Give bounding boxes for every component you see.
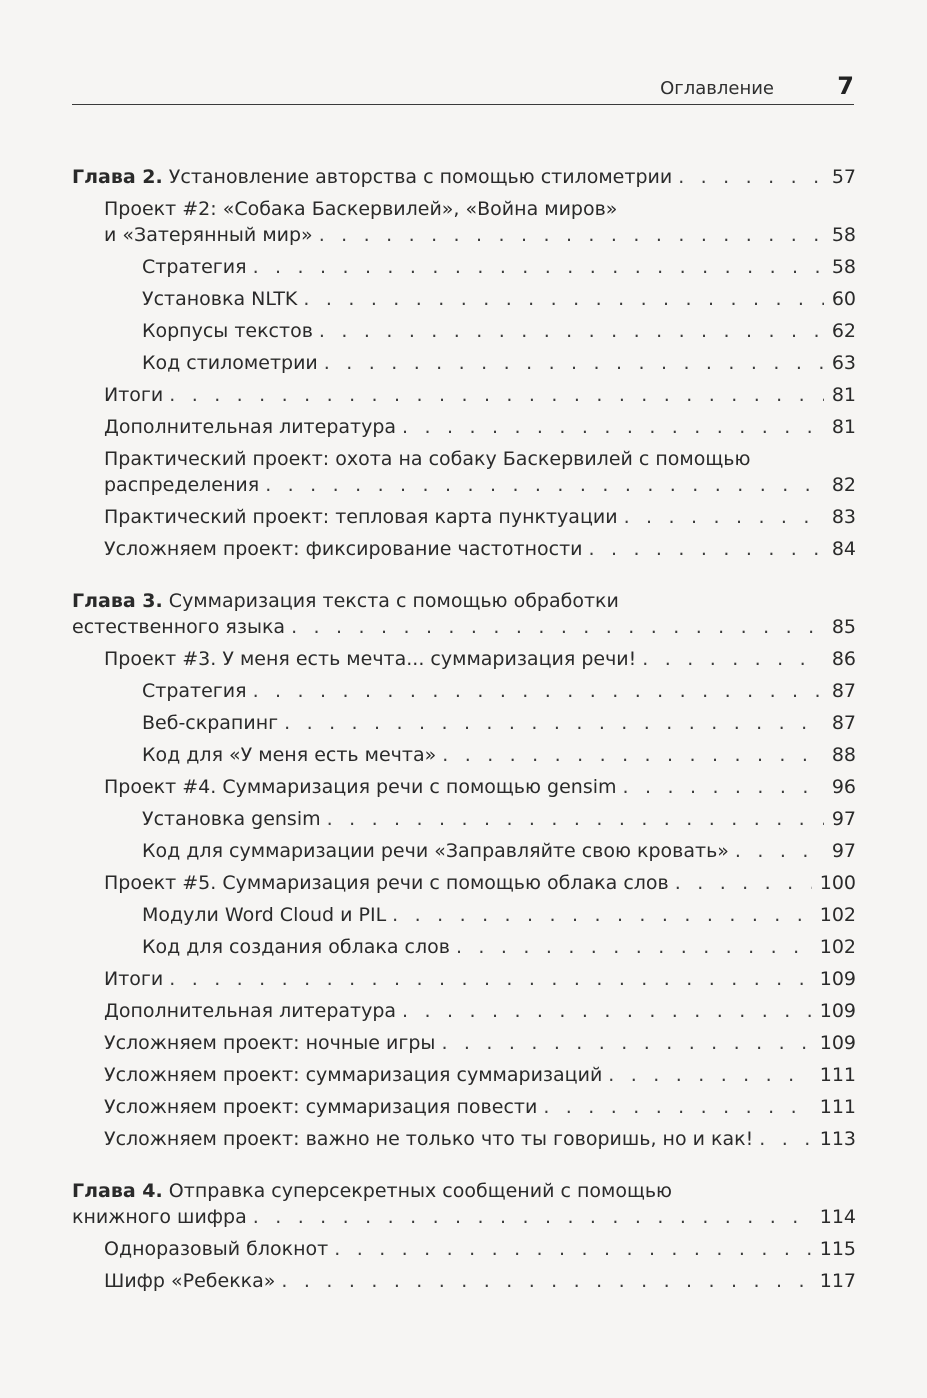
entry-page: 81 (831, 416, 856, 438)
entry-page: 60 (831, 288, 856, 310)
leader-dots (608, 1062, 811, 1088)
leader-dots (588, 536, 823, 562)
entry-title: Шифр «Ребекка» (104, 1270, 276, 1292)
leader-dots (253, 1204, 812, 1230)
entry-page: 111 (819, 1064, 856, 1086)
toc-entry[interactable] (72, 966, 856, 992)
entry-title: Усложняем проект: суммаризация повести (104, 1096, 538, 1118)
entry-title: Итоги (104, 968, 164, 990)
leader-dots (253, 678, 824, 704)
toc-entry[interactable] (72, 318, 856, 344)
entry-page: 62 (831, 320, 856, 342)
entry-page: 102 (819, 936, 856, 958)
entry-page: 81 (831, 384, 856, 406)
entry-title: Код стилометрии (142, 352, 318, 374)
entry-title: Усложняем проект: важно не только что ты говоришь, но и как! (104, 1128, 754, 1150)
leader-dots (678, 164, 824, 190)
leader-dots (265, 472, 824, 498)
toc-entry[interactable] (72, 678, 856, 704)
entry-page: 109 (819, 1032, 856, 1054)
chapter-label: Глава 3. (72, 590, 163, 612)
toc-entry[interactable] (72, 902, 856, 928)
leader-dots (441, 1030, 811, 1056)
entry-page: 58 (831, 256, 856, 278)
leader-dots (169, 966, 811, 992)
leader-dots (623, 774, 824, 800)
toc-entry[interactable] (72, 446, 856, 498)
leader-dots (327, 806, 824, 832)
leader-dots (319, 222, 824, 248)
leader-dots (402, 998, 812, 1024)
entry-title: Установление авторства с помощью стилометрии (168, 166, 673, 188)
toc-entry[interactable] (72, 286, 856, 312)
toc-entry[interactable] (72, 934, 856, 960)
entry-page: 57 (831, 166, 856, 188)
entry-page: 83 (831, 506, 856, 528)
entry-title: естественного языка (72, 616, 286, 638)
table-of-contents (72, 164, 856, 1294)
entry-title: книжного шифра (72, 1206, 247, 1228)
toc-entry[interactable] (72, 382, 856, 408)
leader-dots (303, 286, 823, 312)
leader-dots (392, 902, 812, 928)
entry-title: Веб-скрапинг (142, 712, 279, 734)
leader-dots (735, 838, 824, 864)
chapter-label: Глава 2. (72, 166, 163, 188)
leader-dots (253, 254, 824, 280)
running-header (72, 72, 854, 105)
toc-entry[interactable] (72, 536, 856, 562)
leader-dots (319, 318, 824, 344)
entry-title: Усложняем проект: суммаризация суммаризаций (104, 1064, 603, 1086)
entry-page: 102 (819, 904, 856, 926)
entry-page: 117 (819, 1270, 856, 1292)
entry-title: и «Затерянный мир» (104, 224, 313, 246)
entry-title: Установка gensim (142, 808, 321, 830)
entry-page: 100 (819, 872, 856, 894)
entry-title: Корпусы текстов (142, 320, 313, 342)
toc-entry[interactable] (72, 1126, 856, 1152)
entry-title: Одноразовый блокнот (104, 1238, 329, 1260)
entry-page: 96 (831, 776, 856, 798)
leader-dots (624, 504, 824, 530)
entry-page: 82 (831, 474, 856, 496)
entry-page: 87 (831, 712, 856, 734)
entry-title-line1: Практический проект: охота на собаку Баскервилей с помощью (104, 448, 751, 470)
entry-title: Практический проект: тепловая карта пунктуации (104, 506, 618, 528)
entry-title: Установка NLTK (142, 288, 298, 310)
leader-dots (334, 1236, 812, 1262)
entry-title: Код для создания облака слов (142, 936, 450, 958)
entry-title: Дополнительная литература (104, 416, 397, 438)
leader-dots (284, 710, 824, 736)
entry-title-line1: Отправка суперсекретных сообщений с помощью (168, 1180, 673, 1202)
toc-entry[interactable] (72, 742, 856, 768)
leader-dots (291, 614, 824, 640)
leader-dots (675, 870, 812, 896)
entry-page: 114 (819, 1206, 856, 1228)
entry-page: 84 (831, 538, 856, 560)
entry-title: Код для «У меня есть мечта» (142, 744, 437, 766)
toc-entry[interactable] (72, 196, 856, 248)
leader-dots (281, 1268, 811, 1294)
entry-title: Проект #5. Суммаризация речи с помощью облака слов (104, 872, 669, 894)
toc-entry[interactable] (72, 350, 856, 376)
entry-page: 97 (831, 840, 856, 862)
entry-page: 109 (819, 968, 856, 990)
leader-dots (442, 742, 824, 768)
toc-entry[interactable] (72, 710, 856, 736)
entry-title: Проект #4. Суммаризация речи с помощью gensim (104, 776, 617, 798)
toc-entry[interactable] (72, 1094, 856, 1120)
leader-dots (642, 646, 824, 672)
entry-page: 113 (819, 1128, 856, 1150)
toc-chapter-2[interactable] (72, 164, 856, 190)
toc-chapter-3[interactable] (72, 588, 856, 640)
entry-title: Стратегия (142, 680, 247, 702)
entry-title: Стратегия (142, 256, 247, 278)
toc-entry[interactable] (72, 806, 856, 832)
toc-entry[interactable] (72, 254, 856, 280)
entry-title-line1: Суммаризация текста с помощью обработки (168, 590, 619, 612)
toc-chapter-4[interactable] (72, 1178, 856, 1230)
toc-entry[interactable] (72, 774, 856, 800)
entry-page: 63 (831, 352, 856, 374)
entry-title: распределения (104, 474, 260, 496)
page-number: 7 (837, 72, 854, 100)
leader-dots (169, 382, 824, 408)
entry-page: 85 (831, 616, 856, 638)
leader-dots (402, 414, 824, 440)
leader-dots (456, 934, 812, 960)
entry-page: 87 (831, 680, 856, 702)
toc-entry[interactable] (72, 504, 856, 530)
entry-page: 111 (819, 1096, 856, 1118)
toc-entry[interactable] (72, 870, 856, 896)
entry-title: Итоги (104, 384, 164, 406)
entry-title: Проект #3. У меня есть мечта... суммаризация речи! (104, 648, 637, 670)
leader-dots (543, 1094, 811, 1120)
leader-dots (759, 1126, 812, 1152)
entry-page: 86 (831, 648, 856, 670)
chapter-label: Глава 4. (72, 1180, 163, 1202)
toc-entry[interactable] (72, 1268, 856, 1294)
toc-entry[interactable] (72, 1236, 856, 1262)
toc-entry[interactable] (72, 1030, 856, 1056)
entry-title-line1: Проект #2: «Собака Баскервилей», «Война миров» (104, 198, 618, 220)
entry-title: Код для суммаризации речи «Заправляйте свою кровать» (142, 840, 729, 862)
leader-dots (324, 350, 824, 376)
entry-page: 88 (831, 744, 856, 766)
toc-entry[interactable] (72, 646, 856, 672)
entry-title: Модули Word Cloud и PIL (142, 904, 387, 926)
entry-page: 97 (831, 808, 856, 830)
entry-title: Усложняем проект: фиксирование частотности (104, 538, 583, 560)
toc-entry[interactable] (72, 838, 856, 864)
header-title: Оглавление (660, 78, 774, 99)
entry-page: 115 (819, 1238, 856, 1260)
toc-entry[interactable] (72, 1062, 856, 1088)
entry-page: 58 (831, 224, 856, 246)
toc-entry[interactable] (72, 414, 856, 440)
entry-title: Усложняем проект: ночные игры (104, 1032, 436, 1054)
entry-title: Дополнительная литература (104, 1000, 397, 1022)
toc-entry[interactable] (72, 998, 856, 1024)
entry-page: 109 (819, 1000, 856, 1022)
